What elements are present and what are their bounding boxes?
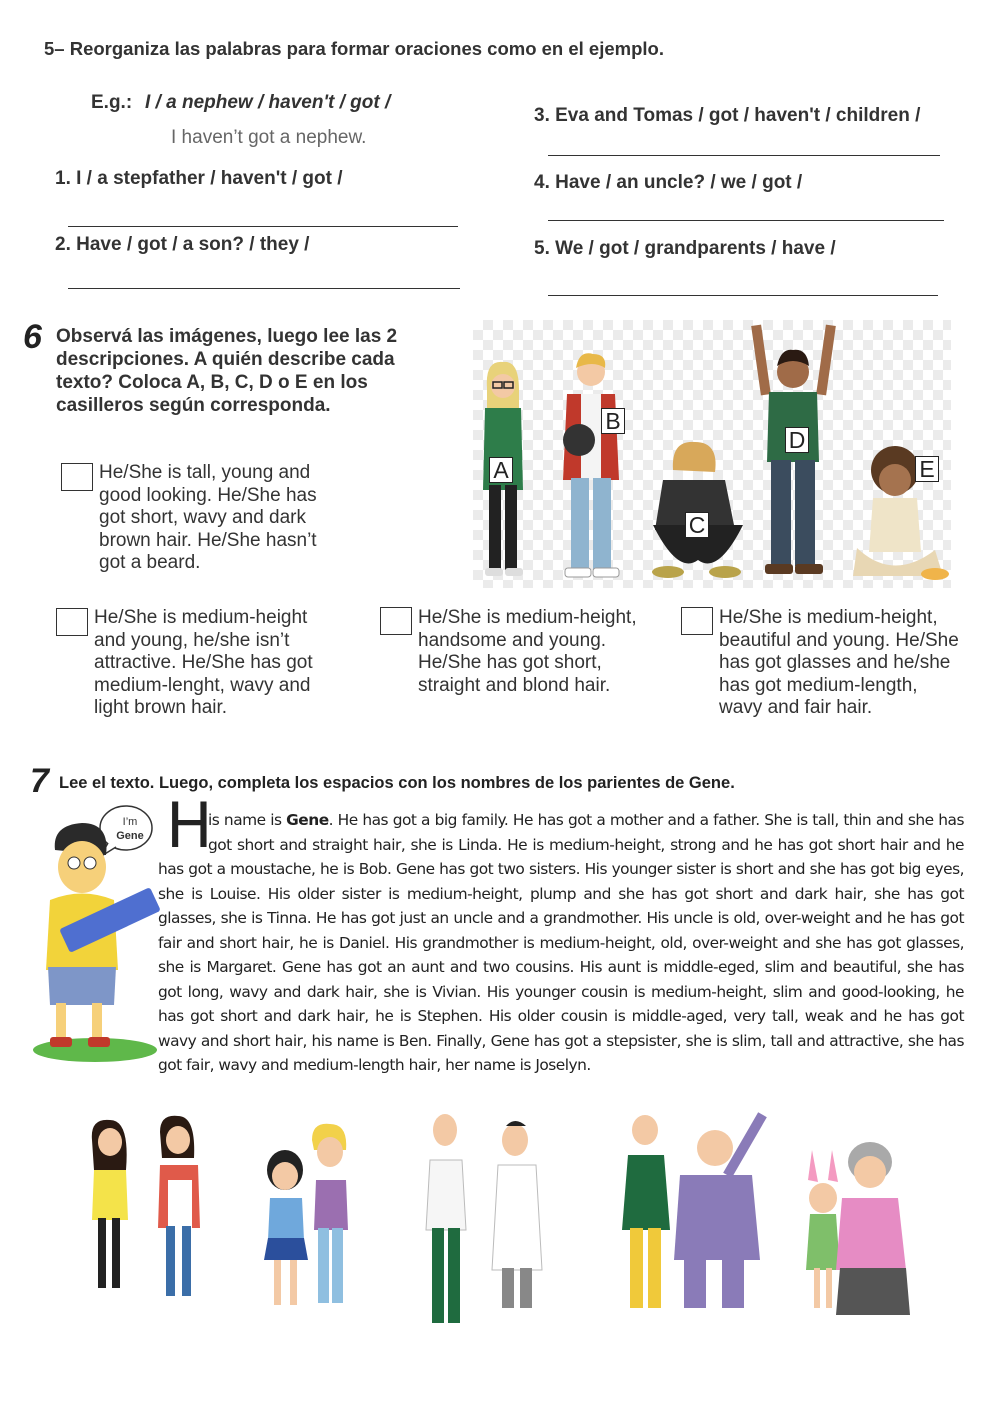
characters-illustration [473,320,951,588]
answer-box-4[interactable] [681,607,713,635]
example-words: I / a nephew / haven't / got / [145,92,391,113]
paragraph-rest: . He has got a big family. He has got a mother and a father. She is tall, thin and she has got short and straight hair, she is Linda. He is medium-height, strong and he has got short hair and he has got a moustache, he is Bob. Gene has got two sisters. His younger sister is short and she has got big eyes, she is Louise. His older sister is medium-height, plump and she has got short and dark hair, she has got glasses, she is Tinna. He has got just an uncle and a grandmother. His uncle is old, over-weight and he has got fair and short hair, he is Daniel. His grandmother is medium-height, old, over-weight and she has got glasses, she is Margaret. Gene has got an aunt and two cousins. His aunt is middle-eged, slim and beautiful, she has got long, wavy and dark hair, she is Vivian. His younger cousin is medium-height, slim and good-looking, he has got short and dark hair, he is Stephen. His older cousin is middle-aged, very tall, weak and he has got wavy and short hair, his name is Ben. Finally, Gene has got a stepsister, she is slim, tall and attractive, she has got fair, wavy and medium-length hair, her name is Joselyn. [158,811,964,1074]
exercise-5-title: 5– Reorganiza las palabras para formar oraciones como en el ejemplo. [44,38,664,59]
ex5-answer-line-4[interactable] [548,220,944,221]
character-c-figure [652,442,743,578]
family-group-2 [264,1124,348,1305]
ex5-item-4: 4. Have / an uncle? / we / got / [534,172,803,193]
ex5-item-5: 5. We / got / grandparents / have / [534,238,836,259]
answer-box-3[interactable] [380,607,412,635]
gene-illustration [30,805,160,1065]
ex5-item-2: 2. Have / got / a son? / they / [55,234,310,255]
gene-paragraph [158,808,964,1078]
description-3: He/She is medium-height, handsome and young. He/She has got short, straight and blond hair. [418,607,637,696]
paragraph-start: is name is [208,811,287,829]
label-a: A [489,457,513,483]
speech-bubble-line-2: Gene [116,830,144,842]
ex5-item-1: 1. I / a stepfather / haven't / got / [55,168,343,189]
family-group-1 [92,1116,200,1296]
description-1: He/She is tall, young and good looking. He/She has got short, wavy and dark brown hair. He/She hasn’t got a beard. [99,462,317,573]
exercise-6-instructions: Observá las imágenes, luego lee las 2 descripciones. A quién describe cada texto? Coloca A, B, C, D o E en los casilleros según corresponda. [56,326,398,416]
family-group-3 [426,1114,542,1323]
ex5-answer-line-5[interactable] [548,295,938,296]
answer-box-2[interactable] [56,608,88,636]
character-b-figure [563,353,619,577]
ex5-item-3: 3. Eva and Tomas / got / haven't / children / [534,105,921,126]
description-4: He/She is medium-height, beautiful and young. He/She has got glasses and he/she has got medium-length, wavy and fair hair. [719,607,959,718]
exercise-7-instructions: Lee el texto. Luego, completa los espacios con los nombres de los parientes de Gene. [59,774,735,792]
speech-bubble [110,815,150,843]
family-group-4 [622,1112,767,1308]
example-answer: I haven’t got a nephew. [171,127,367,148]
ex5-answer-line-2[interactable] [68,288,460,289]
family-drawing [80,1110,920,1340]
family-characters-illustration [80,1110,920,1340]
example-label: E.g.: [91,92,133,113]
label-d: D [785,427,809,453]
characters-drawing [473,320,951,588]
exercise-7-number: 7 [30,762,49,800]
drop-cap: H [166,789,213,862]
paragraph-name: Gene [286,811,329,829]
ex5-answer-line-3[interactable] [548,155,940,156]
label-c: C [685,512,709,538]
label-e: E [915,456,939,482]
family-group-5 [806,1142,910,1315]
speech-bubble-line-1: I’m [122,816,138,828]
ex5-answer-line-1[interactable] [68,226,458,227]
exercise-6-number: 6 [23,318,42,356]
label-b: B [601,408,625,434]
description-2: He/She is medium-height and young, he/she isn’t attractive. He/She has got medium-lenght, wavy and light brown hair. [94,607,313,718]
answer-box-1[interactable] [61,463,93,491]
gene-drawing [30,805,160,1065]
